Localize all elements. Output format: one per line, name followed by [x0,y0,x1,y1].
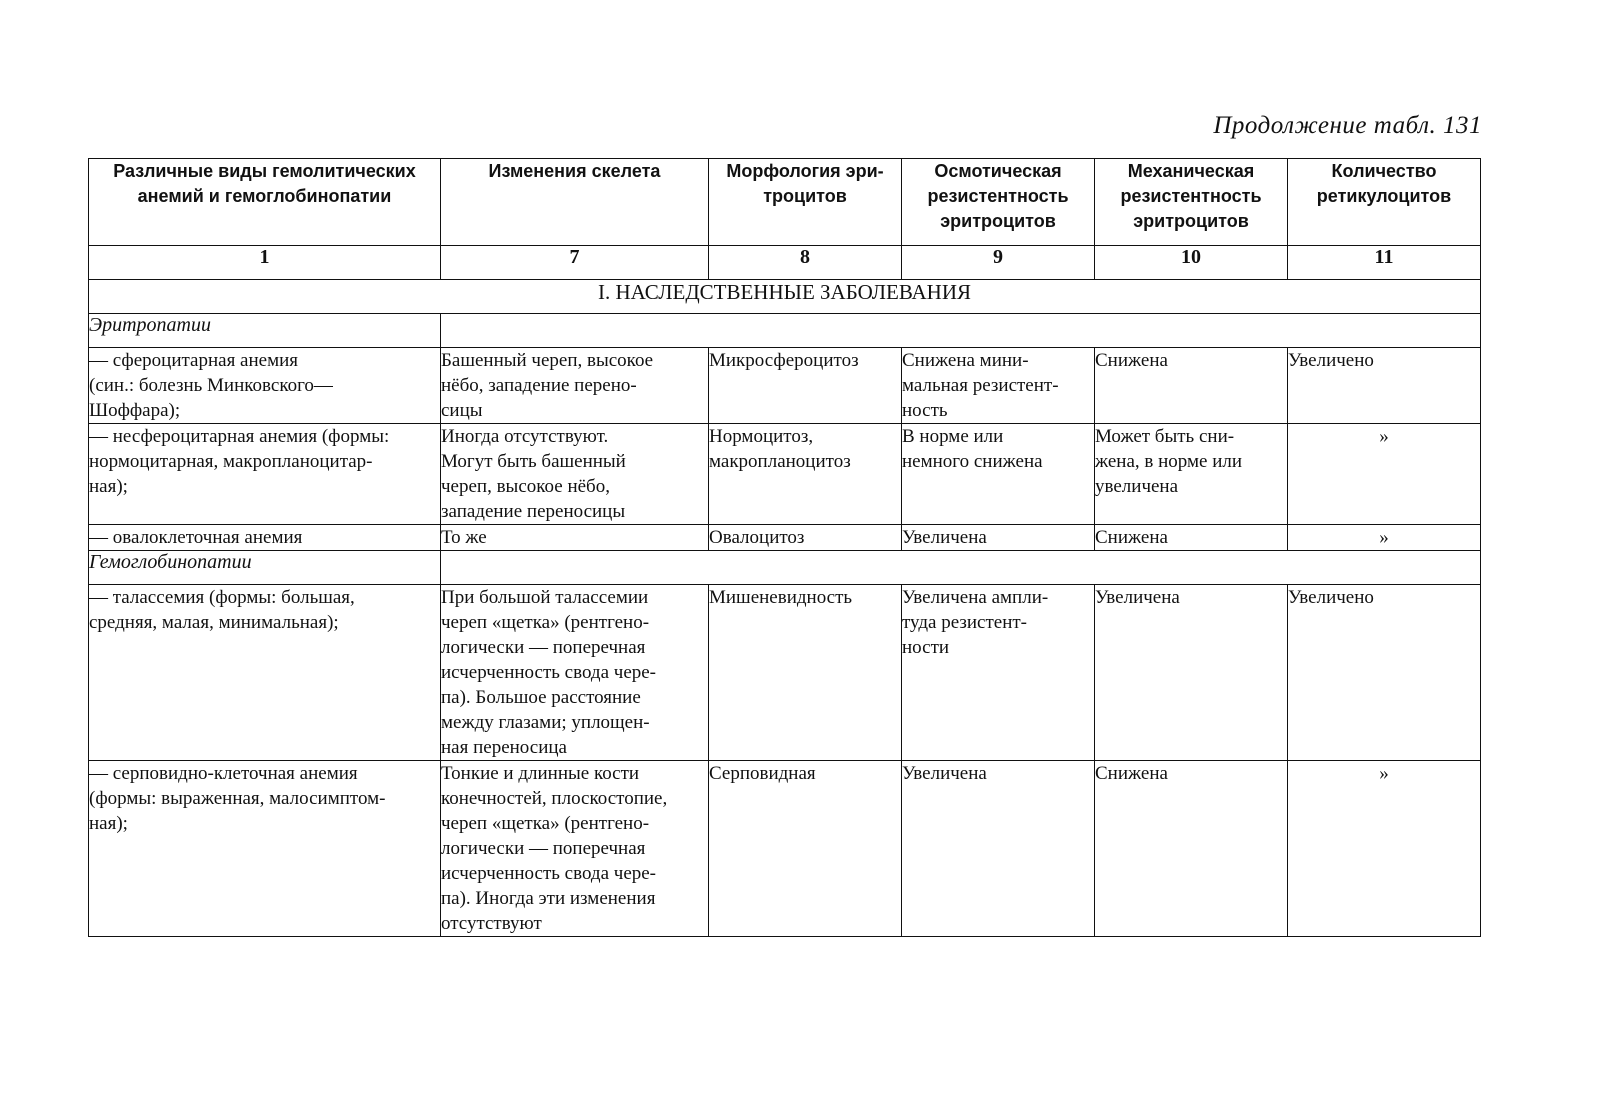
table-row [89,761,1481,937]
column-number: 10 [1095,246,1288,280]
disease-cell: — талассемия (формы: большая, средняя, малая, минимальная); [89,585,441,761]
reticulocytes-cell: » [1288,761,1481,937]
morphology-cell: Микросфероцитоз [709,348,902,424]
skeleton-cell: Башенный череп, высокое нёбо, западение перено- сицы [441,348,709,424]
table-caption: Продолжение табл. 131 [1213,112,1482,139]
reticulocytes-cell: Увеличено [1288,348,1481,424]
morphology-cell: Серповидная [709,761,902,937]
osmotic-cell: Увеличена [902,525,1095,551]
disease-cell: — овалоклеточная анемия [89,525,441,551]
morphology-cell: Нормоцитоз, макропланоцитоз [709,424,902,525]
group-title: Эритропатии [89,314,441,348]
section-row [89,280,1481,314]
header-cell-morphology: Морфология эри- троцитов [709,159,902,246]
reticulocytes-cell: » [1288,525,1481,551]
disease-table [88,158,1481,937]
skeleton-cell: То же [441,525,709,551]
table-row [89,348,1481,424]
header-cell-osmotic: Осмотическая резистентность эритроцитов [902,159,1095,246]
mechanical-cell: Увеличена [1095,585,1288,761]
column-number: 9 [902,246,1095,280]
group-row [89,314,1481,348]
reticulocytes-cell: » [1288,424,1481,525]
section-title: I. НАСЛЕДСТВЕННЫЕ ЗАБОЛЕВАНИЯ [89,280,1481,314]
skeleton-cell: Иногда отсутствуют. Могут быть башенный череп, высокое нёбо, западение переносицы [441,424,709,525]
header-cell-skeleton: Изменения скелета [441,159,709,246]
group-title: Гемоглобинопатии [89,551,441,585]
skeleton-cell: Тонкие и длинные кости конечностей, плоскостопие, череп «щетка» (рентгено- логически — поперечная исчерченность свода чере- па). Иногда эти изменения отсутствуют [441,761,709,937]
mechanical-cell: Может быть сни- жена, в норме или увеличена [1095,424,1288,525]
table-row [89,424,1481,525]
morphology-cell: Овалоцитоз [709,525,902,551]
osmotic-cell: Увеличена ампли- туда резистент- ности [902,585,1095,761]
group-empty-cell [441,314,1481,348]
column-number: 1 [89,246,441,280]
osmotic-cell: Увеличена [902,761,1095,937]
header-cell-reticulocytes: Количество ретикулоцитов [1288,159,1481,246]
column-number: 7 [441,246,709,280]
mechanical-cell: Снижена [1095,348,1288,424]
header-cell-disease: Различные виды гемолитических анемий и гемоглобинопатии [89,159,441,246]
table-row [89,585,1481,761]
disease-cell: — сфероцитарная анемия (син.: болезнь Минковского— Шоффара); [89,348,441,424]
group-row [89,551,1481,585]
disease-cell: — несфероцитарная анемия (формы: нормоцитарная, макропланоцитар- ная); [89,424,441,525]
header-cell-mechanical: Механическая резистентность эритроцитов [1095,159,1288,246]
table-row [89,525,1481,551]
osmotic-cell: В норме или немного снижена [902,424,1095,525]
column-number-row [89,246,1481,280]
disease-cell: — серповидно-клеточная анемия (формы: выраженная, малосимптом- ная); [89,761,441,937]
mechanical-cell: Снижена [1095,525,1288,551]
skeleton-cell: При большой талассемии череп «щетка» (рентгено- логически — поперечная исчерченность свода чере- па). Большое расстояние между глазами; уплощен- ная переносица [441,585,709,761]
reticulocytes-cell: Увеличено [1288,585,1481,761]
osmotic-cell: Снижена мини- мальная резистент- ность [902,348,1095,424]
header-row [89,159,1481,246]
column-number: 8 [709,246,902,280]
group-empty-cell [441,551,1481,585]
morphology-cell: Мишеневидность [709,585,902,761]
column-number: 11 [1288,246,1481,280]
mechanical-cell: Снижена [1095,761,1288,937]
